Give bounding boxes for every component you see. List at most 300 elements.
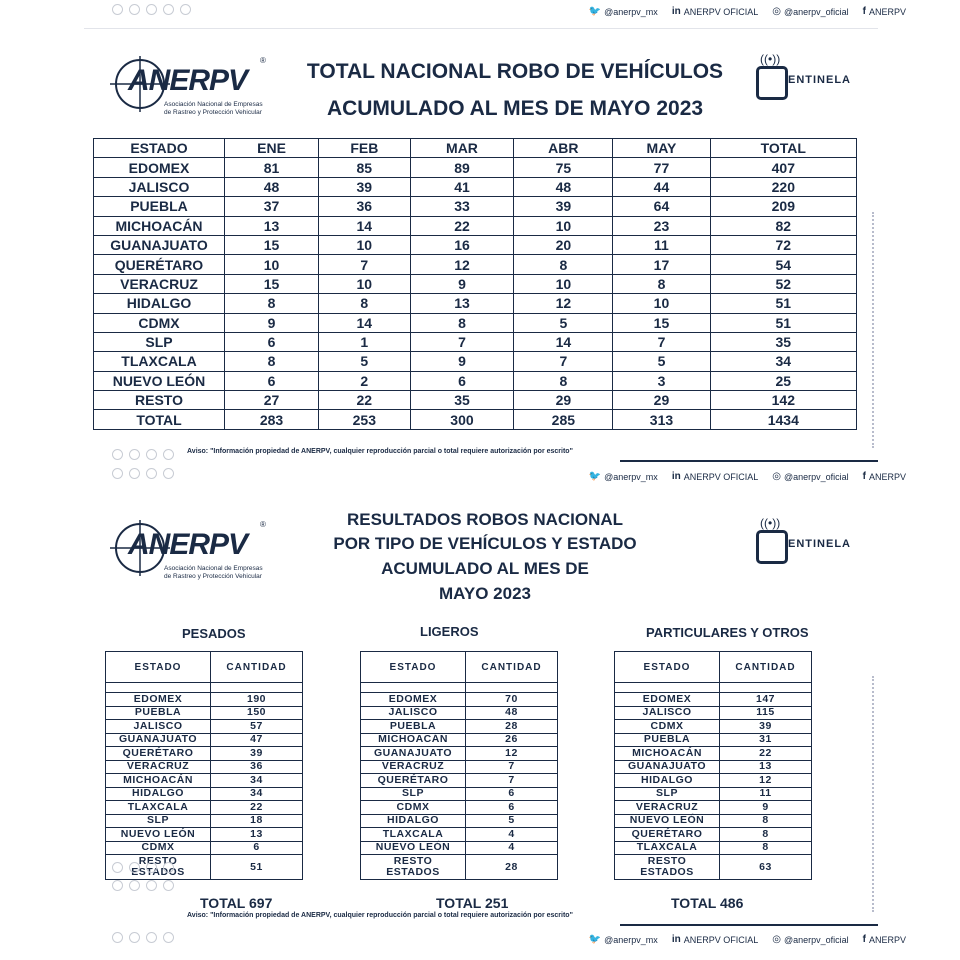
- table-row: [94, 352, 857, 371]
- header-mar: MAR: [410, 139, 514, 158]
- value-cell: 7: [613, 332, 710, 351]
- table-row: [106, 814, 303, 828]
- sentinela-logo-2: [752, 516, 862, 566]
- value-cell: 14: [319, 313, 411, 332]
- anerpv-logo: [104, 54, 274, 114]
- logo-tagline-1: Asociación Nacional de Empresas: [164, 565, 263, 572]
- twitter-icon: 🐦: [588, 471, 602, 482]
- value-cell: 15: [225, 274, 319, 293]
- value-cell: 8: [225, 352, 319, 371]
- table-row: [94, 216, 857, 235]
- table-row: [361, 828, 558, 842]
- header-total: TOTAL: [710, 139, 856, 158]
- value-cell: 147: [720, 693, 812, 707]
- sentinela-label: ENTINELA: [788, 74, 851, 86]
- value-cell: 29: [514, 391, 613, 410]
- value-cell: 12: [466, 747, 558, 761]
- value-cell: 150: [211, 706, 303, 720]
- state-cell: JALISCO: [615, 706, 720, 720]
- value-cell: 1: [319, 332, 411, 351]
- sentinela-logo: [752, 52, 862, 102]
- value-cell: 2: [319, 371, 411, 390]
- value-cell: 11: [720, 787, 812, 801]
- value-cell: 48: [466, 706, 558, 720]
- state-cell: HIDALGO: [106, 787, 211, 801]
- state-cell: TLAXCALA: [106, 801, 211, 815]
- table-row: [94, 332, 857, 351]
- value-cell: 13: [225, 216, 319, 235]
- state-cell: VERACRUZ: [361, 760, 466, 774]
- state-cell: NUEVO LEÓN: [615, 814, 720, 828]
- value-cell: 23: [613, 216, 710, 235]
- resto-value: 28: [466, 855, 558, 880]
- value-cell: 1434: [710, 410, 856, 429]
- aviso-page1: Aviso: "Información propiedad de ANERPV, cualquier reproducción parcial o total requiere autorización por escrito": [187, 448, 573, 455]
- state-cell: TOTAL: [94, 410, 225, 429]
- car-icon: [756, 66, 788, 100]
- aviso-page2: Aviso: "Información propiedad de ANERPV, cualquier reproducción parcial o total requiere autorización por escrito": [187, 912, 573, 919]
- page2-title-line2: POR TIPO DE VEHÍCULOS Y ESTADO: [333, 534, 637, 553]
- table-row: [106, 693, 303, 707]
- value-cell: 22: [410, 216, 514, 235]
- state-cell: NUEVO LEÓN: [361, 841, 466, 855]
- resto-label-line1: RESTO: [647, 855, 687, 867]
- logo-wordmark: ANERPV: [128, 528, 248, 561]
- table-row: [361, 841, 558, 855]
- value-cell: 39: [211, 747, 303, 761]
- spacer-cell: [106, 683, 211, 693]
- table-row: [106, 706, 303, 720]
- value-cell: 77: [613, 158, 710, 177]
- state-cell: SLP: [106, 814, 211, 828]
- linkedin-handle: in ANERPV OFICIAL: [671, 6, 759, 17]
- state-cell: TLAXCALA: [361, 828, 466, 842]
- value-cell: 209: [710, 197, 856, 216]
- value-cell: 35: [410, 391, 514, 410]
- state-cell: QUERÉTARO: [615, 828, 720, 842]
- value-cell: 18: [211, 814, 303, 828]
- value-cell: 14: [319, 216, 411, 235]
- state-cell: MICHOACÁN: [94, 216, 225, 235]
- value-cell: 8: [613, 274, 710, 293]
- table-row: [106, 787, 303, 801]
- page1-title-line1: TOTAL NACIONAL ROBO DE VEHÍCULOS: [306, 60, 724, 83]
- value-cell: 51: [710, 313, 856, 332]
- table-row: [94, 391, 857, 410]
- decorative-dots: [112, 4, 191, 15]
- value-cell: 41: [410, 177, 514, 196]
- value-cell: 15: [225, 235, 319, 254]
- linkedin-icon: in: [671, 471, 681, 482]
- facebook-handle: f ANERPV: [862, 934, 906, 945]
- top-rule: [84, 28, 878, 29]
- decorative-dots: [112, 449, 174, 460]
- table-particulares: [614, 651, 812, 880]
- linkedin-handle: in ANERPV OFICIAL: [671, 934, 759, 945]
- value-cell: 5: [466, 814, 558, 828]
- value-cell: 47: [211, 733, 303, 747]
- facebook-handle: f ANERPV: [862, 6, 906, 17]
- state-cell: QUERÉTARO: [94, 255, 225, 274]
- header-abr: ABR: [514, 139, 613, 158]
- state-cell: HIDALGO: [94, 294, 225, 313]
- table-row: [615, 733, 812, 747]
- table-row: [106, 760, 303, 774]
- logo-reg: ®: [260, 56, 266, 65]
- value-cell: 15: [613, 313, 710, 332]
- state-cell: EDOMEX: [361, 693, 466, 707]
- value-cell: 300: [410, 410, 514, 429]
- value-cell: 54: [710, 255, 856, 274]
- state-cell: TLAXCALA: [94, 352, 225, 371]
- instagram-handle: ◎ @anerpv_oficial: [772, 934, 849, 945]
- instagram-icon: ◎: [772, 471, 781, 482]
- value-cell: 9: [225, 313, 319, 332]
- state-cell: VERACRUZ: [106, 760, 211, 774]
- spacer-row: [361, 683, 558, 693]
- value-cell: 8: [514, 371, 613, 390]
- table-row: [615, 774, 812, 788]
- table-row: [94, 294, 857, 313]
- header-feb: FEB: [319, 139, 411, 158]
- value-cell: 8: [410, 313, 514, 332]
- resto-row: [361, 855, 558, 880]
- resto-label-line2: ESTADOS: [640, 866, 694, 878]
- page2-title-line1: RESULTADOS ROBOS NACIONAL: [346, 510, 624, 529]
- resto-label: [361, 855, 466, 880]
- table-row: [106, 774, 303, 788]
- decorative-dots: [112, 932, 174, 943]
- header-estado: ESTADO: [106, 652, 211, 683]
- value-cell: 34: [211, 787, 303, 801]
- page1-title-line2: ACUMULADO AL MES DE MAYO 2023: [326, 97, 704, 120]
- value-cell: 7: [319, 255, 411, 274]
- value-cell: 75: [514, 158, 613, 177]
- state-cell: GUANAJUATO: [615, 760, 720, 774]
- state-cell: GUANAJUATO: [106, 733, 211, 747]
- value-cell: 22: [211, 801, 303, 815]
- table-row: [615, 787, 812, 801]
- spacer-cell: [466, 683, 558, 693]
- value-cell: 8: [319, 294, 411, 313]
- table-row: [361, 733, 558, 747]
- facebook-handle: f ANERPV: [862, 471, 906, 482]
- state-cell: RESTO: [94, 391, 225, 410]
- value-cell: 6: [466, 787, 558, 801]
- total-particulares: TOTAL 486: [671, 895, 744, 911]
- value-cell: 22: [319, 391, 411, 410]
- value-cell: 39: [514, 197, 613, 216]
- value-cell: 6: [225, 371, 319, 390]
- value-cell: 13: [720, 760, 812, 774]
- value-cell: 5: [613, 352, 710, 371]
- table-row: [106, 720, 303, 734]
- state-cell: VERACRUZ: [615, 801, 720, 815]
- table-row: [615, 814, 812, 828]
- table-row: [615, 693, 812, 707]
- table-row: [615, 801, 812, 815]
- monthly-theft-table: [93, 138, 857, 430]
- decorative-dots-right: [872, 676, 878, 912]
- value-cell: 9: [410, 274, 514, 293]
- value-cell: 35: [710, 332, 856, 351]
- value-cell: 7: [514, 352, 613, 371]
- social-bar-mid: [589, 471, 906, 482]
- resto-label-line1: RESTO: [393, 855, 433, 867]
- state-cell: CDMX: [94, 313, 225, 332]
- bottom-rule-page1: [620, 460, 878, 462]
- decorative-dots: [112, 468, 174, 479]
- value-cell: 51: [710, 294, 856, 313]
- table-pesados: [105, 651, 303, 880]
- value-cell: 9: [720, 801, 812, 815]
- state-cell: NUEVO LEÓN: [106, 828, 211, 842]
- value-cell: 407: [710, 158, 856, 177]
- value-cell: 5: [319, 352, 411, 371]
- value-cell: 6: [410, 371, 514, 390]
- section-title-ligeros: LIGEROS: [420, 624, 479, 639]
- twitter-handle: 🐦 @anerpv_mx: [588, 471, 658, 482]
- value-cell: 8: [514, 255, 613, 274]
- state-cell: EDOMEX: [106, 693, 211, 707]
- value-cell: 8: [225, 294, 319, 313]
- value-cell: 81: [225, 158, 319, 177]
- resto-label-line2: ESTADOS: [386, 866, 440, 878]
- header-cantidad: CANTIDAD: [720, 652, 812, 683]
- value-cell: 115: [720, 706, 812, 720]
- resto-label-line2: ESTADOS: [131, 866, 185, 878]
- table-row: [361, 774, 558, 788]
- total-ligeros: TOTAL 251: [436, 895, 509, 911]
- state-cell: GUANAJUATO: [94, 235, 225, 254]
- table-ligeros: [360, 651, 558, 880]
- table-row: [106, 747, 303, 761]
- value-cell: 31: [720, 733, 812, 747]
- value-cell: 283: [225, 410, 319, 429]
- logo-tagline-2: de Rastreo y Protección Vehicular: [164, 109, 262, 116]
- twitter-handle: 🐦 @anerpv_mx: [588, 934, 658, 945]
- value-cell: 29: [613, 391, 710, 410]
- state-cell: CDMX: [615, 720, 720, 734]
- state-cell: PUEBLA: [615, 733, 720, 747]
- state-cell: JALISCO: [106, 720, 211, 734]
- page2-title-line4: MAYO 2023: [439, 584, 531, 603]
- spacer-cell: [211, 683, 303, 693]
- linkedin-handle: in ANERPV OFICIAL: [671, 471, 759, 482]
- value-cell: 285: [514, 410, 613, 429]
- value-cell: 10: [613, 294, 710, 313]
- state-cell: JALISCO: [361, 706, 466, 720]
- value-cell: 13: [410, 294, 514, 313]
- value-cell: 64: [613, 197, 710, 216]
- table-row: [615, 841, 812, 855]
- linkedin-icon: in: [671, 6, 681, 17]
- total-pesados: TOTAL 697: [200, 895, 273, 911]
- value-cell: 220: [710, 177, 856, 196]
- header-cantidad: CANTIDAD: [466, 652, 558, 683]
- state-cell: TLAXCALA: [615, 841, 720, 855]
- value-cell: 72: [710, 235, 856, 254]
- facebook-icon: f: [862, 6, 866, 17]
- value-cell: 36: [319, 197, 411, 216]
- value-cell: 190: [211, 693, 303, 707]
- header-estado: ESTADO: [94, 139, 225, 158]
- value-cell: 27: [225, 391, 319, 410]
- table-row: [361, 814, 558, 828]
- table-row: [615, 747, 812, 761]
- section-title-pesados: PESADOS: [182, 626, 246, 641]
- state-cell: HIDALGO: [615, 774, 720, 788]
- value-cell: 33: [410, 197, 514, 216]
- table-row: [361, 801, 558, 815]
- logo-wordmark: ANERPV: [128, 64, 248, 97]
- resto-value: 51: [211, 855, 303, 880]
- value-cell: 8: [720, 828, 812, 842]
- table-row: [94, 235, 857, 254]
- value-cell: 4: [466, 828, 558, 842]
- value-cell: 8: [720, 814, 812, 828]
- table-row: [615, 828, 812, 842]
- value-cell: 5: [514, 313, 613, 332]
- value-cell: 16: [410, 235, 514, 254]
- table-row: [94, 371, 857, 390]
- linkedin-icon: in: [671, 934, 681, 945]
- resto-row: [615, 855, 812, 880]
- table-row: [94, 410, 857, 429]
- spacer-row: [615, 683, 812, 693]
- header-cantidad: CANTIDAD: [211, 652, 303, 683]
- logo-tagline-2: de Rastreo y Protección Vehicular: [164, 573, 262, 580]
- page2-title-line3: ACUMULADO AL MES DE: [381, 559, 589, 578]
- state-cell: SLP: [94, 332, 225, 351]
- value-cell: 10: [319, 235, 411, 254]
- value-cell: 3: [613, 371, 710, 390]
- value-cell: 313: [613, 410, 710, 429]
- value-cell: 52: [710, 274, 856, 293]
- value-cell: 34: [211, 774, 303, 788]
- anerpv-logo-2: [104, 518, 274, 578]
- state-cell: CDMX: [106, 841, 211, 855]
- state-cell: EDOMEX: [94, 158, 225, 177]
- value-cell: 6: [466, 801, 558, 815]
- table-row: [361, 720, 558, 734]
- header-estado: ESTADO: [361, 652, 466, 683]
- table-row: [106, 828, 303, 842]
- value-cell: 85: [319, 158, 411, 177]
- table-row: [361, 747, 558, 761]
- state-cell: SLP: [615, 787, 720, 801]
- resto-label: [615, 855, 720, 880]
- value-cell: 20: [514, 235, 613, 254]
- resto-value: 63: [720, 855, 812, 880]
- value-cell: 12: [720, 774, 812, 788]
- state-cell: MICHOACÁN: [615, 747, 720, 761]
- value-cell: 89: [410, 158, 514, 177]
- state-cell: PUEBLA: [106, 706, 211, 720]
- header-estado: ESTADO: [615, 652, 720, 683]
- state-cell: JALISCO: [94, 177, 225, 196]
- state-cell: VERACRUZ: [94, 274, 225, 293]
- value-cell: 12: [514, 294, 613, 313]
- twitter-icon: 🐦: [588, 6, 602, 17]
- state-cell: PUEBLA: [361, 720, 466, 734]
- table-row: [94, 177, 857, 196]
- state-cell: EDOMEX: [615, 693, 720, 707]
- value-cell: 11: [613, 235, 710, 254]
- value-cell: 25: [710, 371, 856, 390]
- value-cell: 7: [466, 760, 558, 774]
- value-cell: 6: [225, 332, 319, 351]
- value-cell: 57: [211, 720, 303, 734]
- facebook-icon: f: [862, 934, 866, 945]
- header-ene: ENE: [225, 139, 319, 158]
- value-cell: 17: [613, 255, 710, 274]
- instagram-icon: ◎: [772, 6, 781, 17]
- decorative-dots-right: [872, 212, 878, 448]
- value-cell: 10: [225, 255, 319, 274]
- value-cell: 34: [710, 352, 856, 371]
- table-row: [361, 787, 558, 801]
- table-row: [106, 841, 303, 855]
- state-cell: CDMX: [361, 801, 466, 815]
- value-cell: 48: [225, 177, 319, 196]
- table-row: [615, 720, 812, 734]
- value-cell: 36: [211, 760, 303, 774]
- table-header-row: [361, 652, 558, 683]
- table-row: [615, 706, 812, 720]
- logo-reg: ®: [260, 520, 266, 529]
- state-cell: MICHOACÁN: [106, 774, 211, 788]
- table-header-row: [106, 652, 303, 683]
- twitter-handle: 🐦 @anerpv_mx: [588, 6, 658, 17]
- state-cell: SLP: [361, 787, 466, 801]
- table-row: [94, 313, 857, 332]
- wifi-icon: ((•)): [760, 516, 781, 530]
- state-cell: MICHOACÁN: [361, 733, 466, 747]
- value-cell: 6: [211, 841, 303, 855]
- value-cell: 4: [466, 841, 558, 855]
- table-header-row: [615, 652, 812, 683]
- header-may: MAY: [613, 139, 710, 158]
- twitter-icon: 🐦: [588, 934, 602, 945]
- decorative-dots: [112, 880, 174, 891]
- state-cell: PUEBLA: [94, 197, 225, 216]
- section-title-particulares: PARTICULARES Y OTROS: [646, 625, 809, 640]
- spacer-cell: [720, 683, 812, 693]
- value-cell: 70: [466, 693, 558, 707]
- value-cell: 39: [720, 720, 812, 734]
- value-cell: 48: [514, 177, 613, 196]
- value-cell: 142: [710, 391, 856, 410]
- table-row: [106, 733, 303, 747]
- value-cell: 10: [319, 274, 411, 293]
- value-cell: 37: [225, 197, 319, 216]
- value-cell: 8: [720, 841, 812, 855]
- state-cell: HIDALGO: [361, 814, 466, 828]
- car-icon: [756, 530, 788, 564]
- instagram-handle: ◎ @anerpv_oficial: [772, 471, 849, 482]
- table-header-row: [94, 139, 857, 158]
- value-cell: 10: [514, 216, 613, 235]
- value-cell: 253: [319, 410, 411, 429]
- value-cell: 82: [710, 216, 856, 235]
- bottom-rule-page2: [620, 924, 878, 926]
- table-row: [106, 801, 303, 815]
- facebook-icon: f: [862, 471, 866, 482]
- value-cell: 39: [319, 177, 411, 196]
- instagram-handle: ◎ @anerpv_oficial: [772, 6, 849, 17]
- value-cell: 12: [410, 255, 514, 274]
